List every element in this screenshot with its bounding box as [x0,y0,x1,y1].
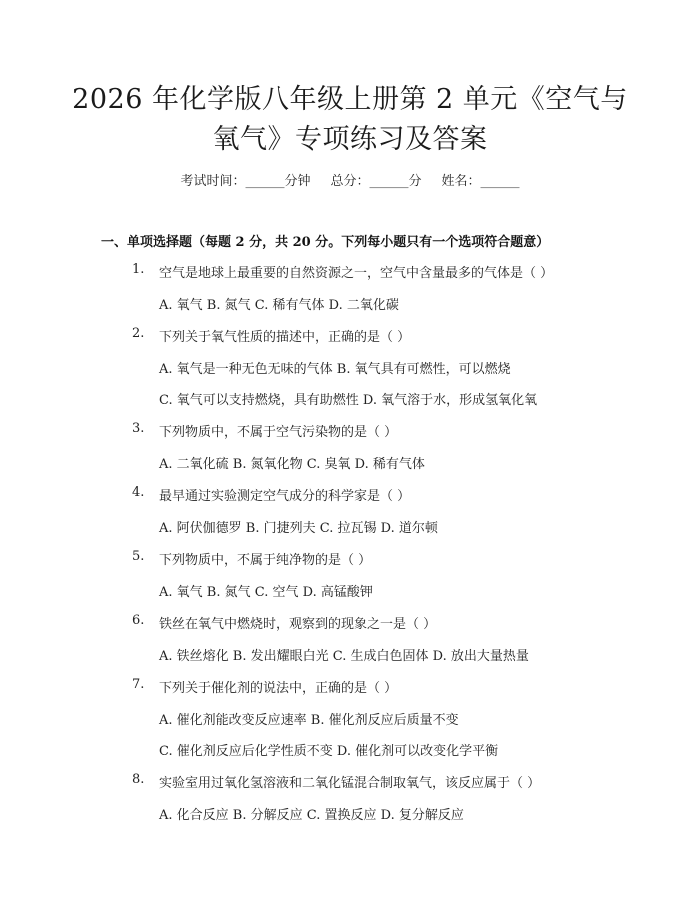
question-2-options-row-1: A. 氧气是一种无色无味的气体 B. 氧气具有可燃性，可以燃烧 [159,362,511,377]
document-title-line-2: 氧气》专项练习及答案 [212,124,488,155]
student-name-field: 姓名：______ [441,174,520,189]
section-heading: 一、单项选择题（每题 2 分，共 20 分。下列每小题只有一个选项符合题意） [101,235,550,250]
question-8-options: A. 化合反应 B. 分解反应 C. 置换反应 D. 复分解反应 [159,808,464,823]
total-score-field: 总分：______分 [330,174,422,189]
document-title-line-1: 2026 年化学版八年级上册第 2 单元《空气与 [72,84,628,115]
question-number: 6. [132,613,145,628]
question-text: 下列物质中，不属于纯净物的是（ ） [159,553,372,568]
question-number: 1. [132,262,145,277]
question-5-options: A. 氧气 B. 氮气 C. 空气 D. 高锰酸钾 [159,585,373,600]
question-7-options-row-2: C. 催化剂反应后化学性质不变 D. 催化剂可以改变化学平衡 [159,744,499,759]
question-7-options-row-1: A. 催化剂能改变反应速率 B. 催化剂反应后质量不变 [159,713,459,728]
question-text: 下列物质中，不属于空气污染物的是（ ） [159,425,398,440]
question-text: 下列关于催化剂的说法中，正确的是（ ） [159,681,398,696]
question-number: 2. [132,326,145,341]
question-number: 7. [132,677,145,692]
question-number: 5. [132,549,145,564]
question-6-options: A. 铁丝熔化 B. 发出耀眼白光 C. 生成白色固体 D. 放出大量热量 [159,649,529,664]
question-1-options: A. 氧气 B. 氮气 C. 稀有气体 D. 二氧化碳 [159,298,399,313]
question-number: 4. [132,485,145,500]
question-3-options: A. 二氧化硫 B. 氮氧化物 C. 臭氧 D. 稀有气体 [159,457,425,472]
question-number: 8. [132,772,145,787]
question-text: 空气是地球上最重要的自然资源之一，空气中含量最多的气体是（ ） [159,266,554,281]
question-text: 实验室用过氧化氢溶液和二氧化锰混合制取氧气，该反应属于（ ） [159,776,541,791]
exam-time-field: 考试时间：______分钟 [180,174,311,189]
question-4-options: A. 阿伏伽德罗 B. 门捷列夫 C. 拉瓦锡 D. 道尔顿 [159,521,438,536]
question-number: 3. [132,421,145,436]
question-text: 最早通过实验测定空气成分的科学家是（ ） [159,489,411,504]
question-2-options-row-2: C. 氧气可以支持燃烧，具有助燃性 D. 氧气溶于水，形成氢氧化氧 [159,393,538,408]
question-text: 下列关于氧气性质的描述中，正确的是（ ） [159,330,411,345]
exam-info-row [0,170,700,189]
question-text: 铁丝在氧气中燃烧时，观察到的现象之一是（ ） [159,617,437,632]
